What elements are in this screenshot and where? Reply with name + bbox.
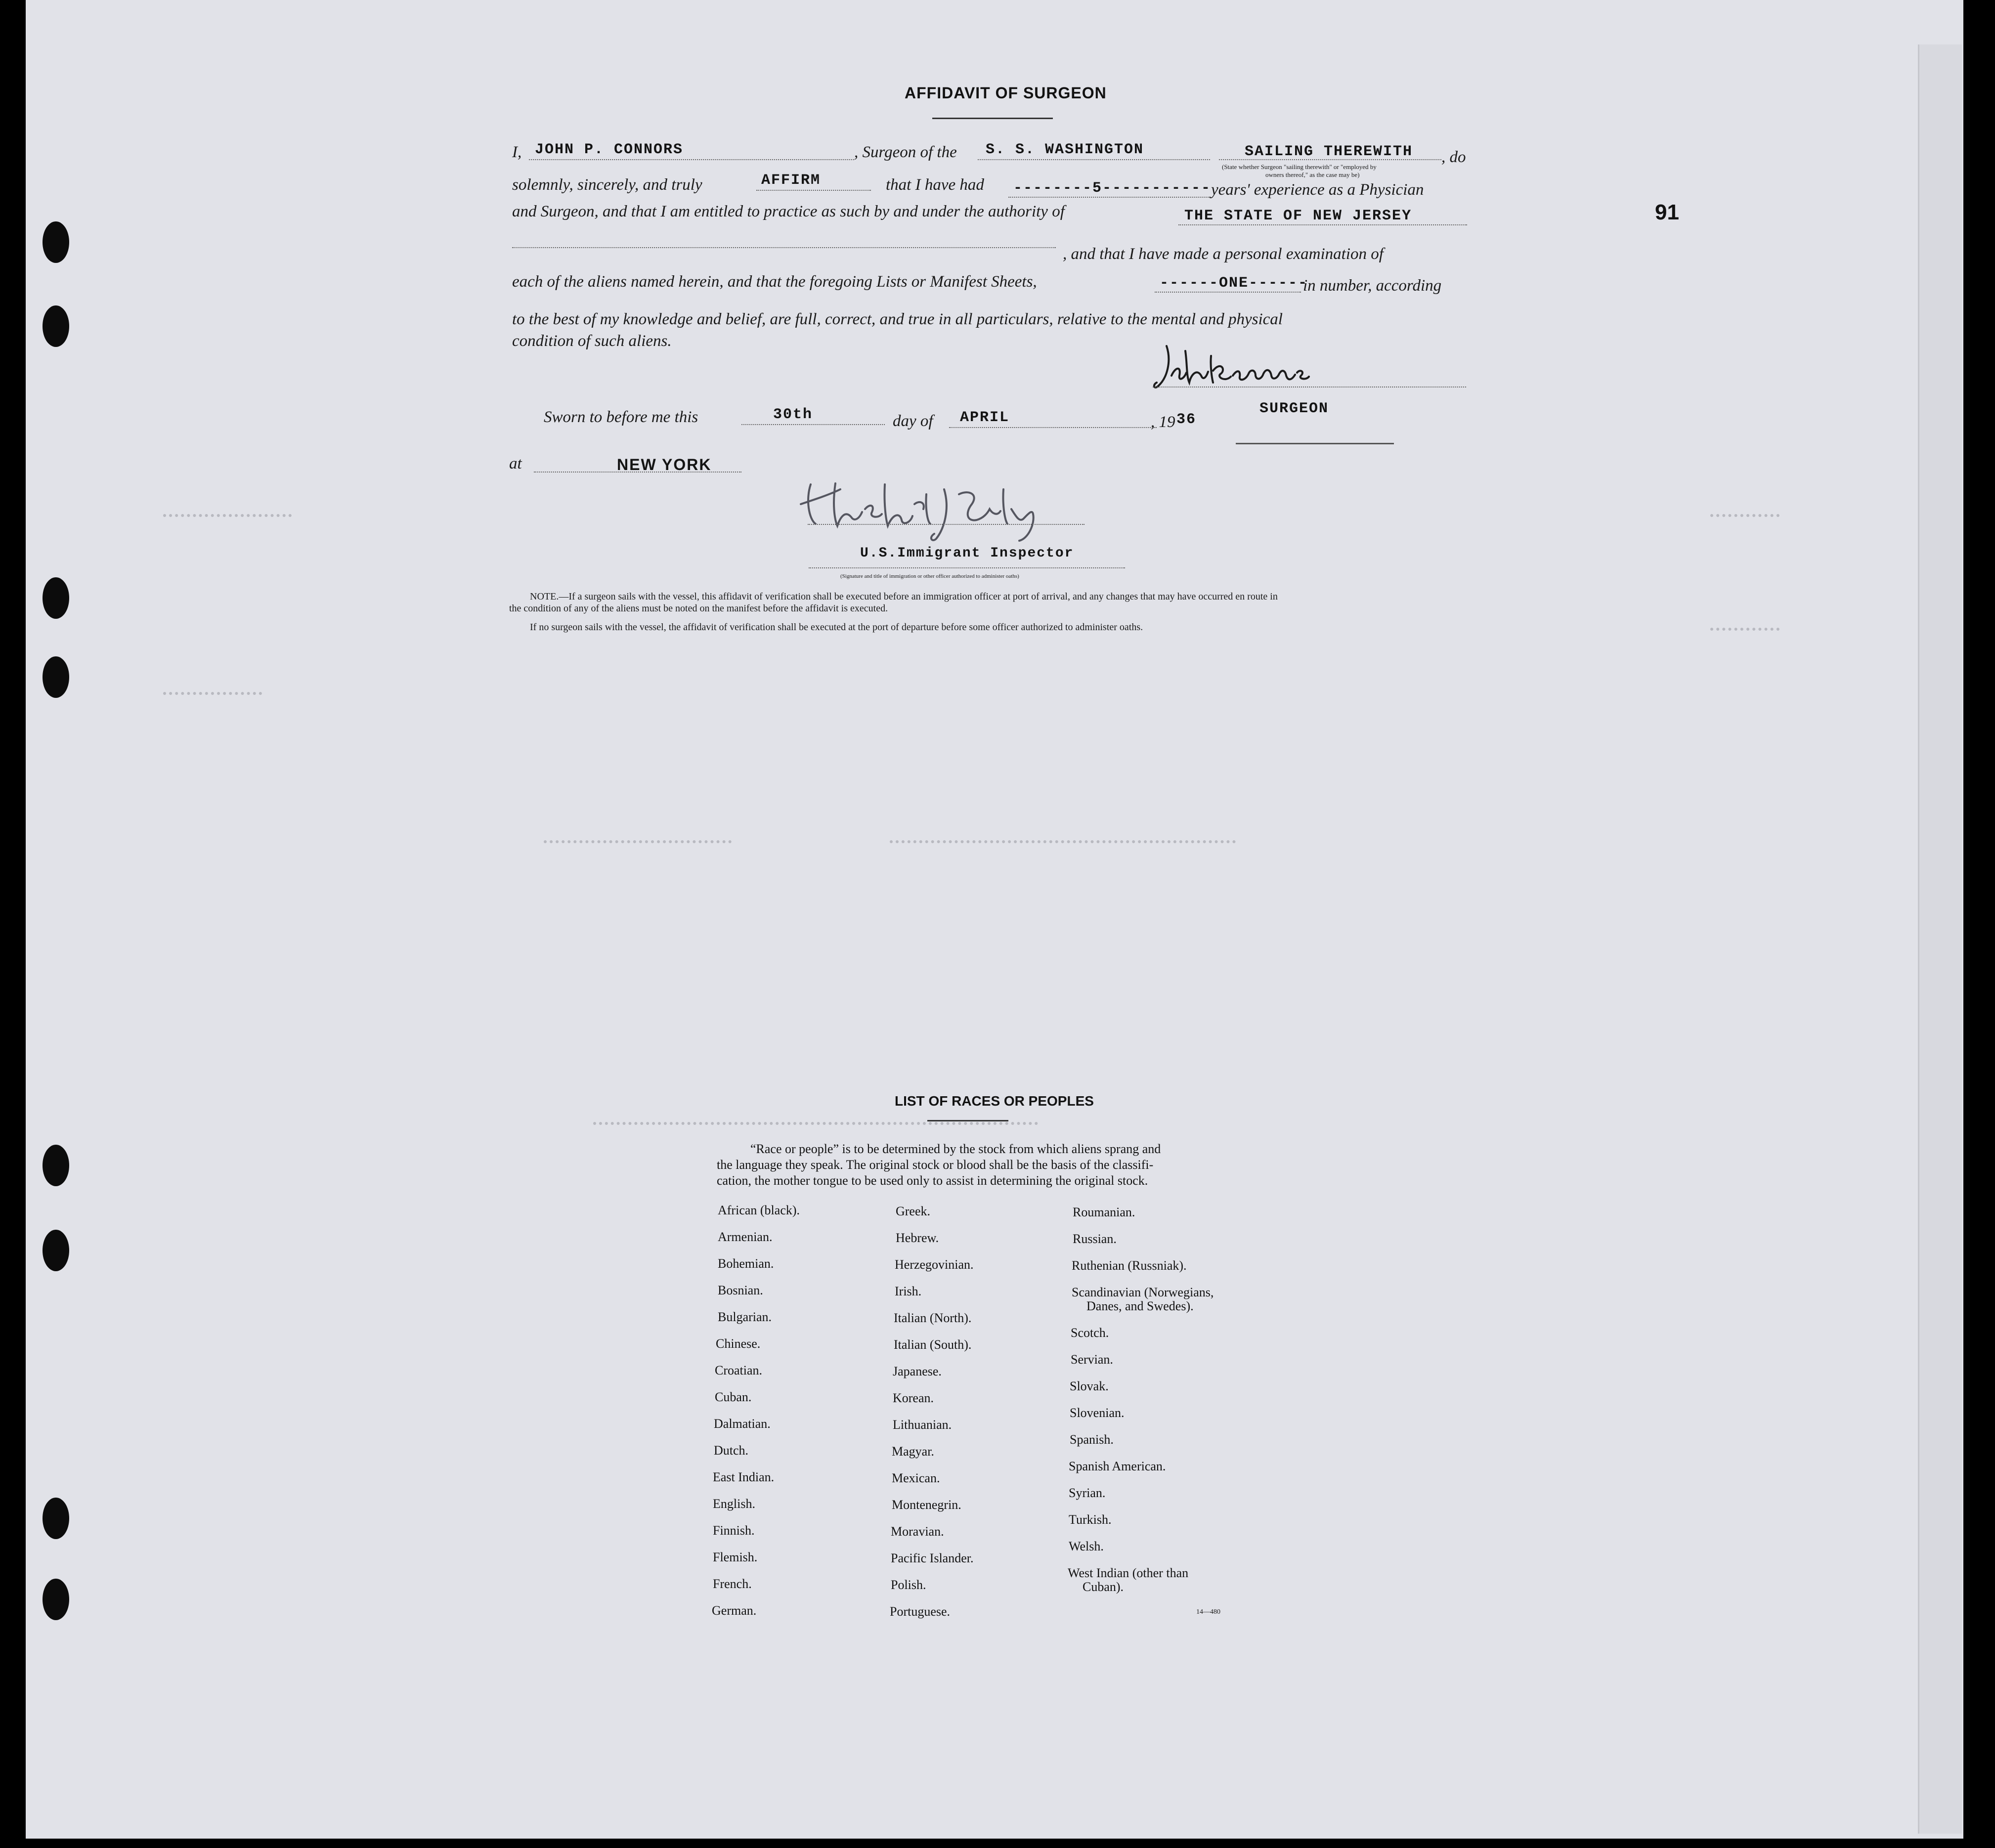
race-item: Finnish. [713,1523,755,1538]
sailing-fill-line [1219,159,1441,160]
race-item: Scotch. [1071,1326,1109,1340]
inspector-signature [796,474,1063,544]
heading-rule [932,118,1053,119]
race-item: Danes, and Swedes). [1086,1299,1194,1313]
race-item: Italian (South). [894,1337,972,1352]
authority-continued-line [512,247,1056,248]
inspector-title-line [809,567,1125,568]
race-item: Flemish. [713,1550,758,1564]
race-item: Hebrew. [896,1231,939,1245]
bleed-through-mark [890,840,1236,843]
races-intro-1: “Race or people” is to be determined by the stock from which aliens sprang and [750,1142,1161,1156]
bleed-through-mark [163,692,262,695]
sailing-status: SAILING THEREWITH [1245,143,1413,160]
race-item: English. [713,1497,755,1511]
sailing-note-1: (State whether Surgeon "sailing therewith" or "employed by [1222,163,1377,171]
race-item: West Indian (other than [1068,1566,1189,1580]
race-item: Moravian. [891,1524,944,1539]
race-item: Spanish. [1070,1432,1114,1447]
affirm-value: AFFIRM [761,172,821,189]
binder-hole [43,305,69,347]
sworn-day: 30th [773,406,813,423]
text-that-had: that I have had [886,176,984,194]
text-and-surgeon: and Surgeon, and that I am entitled to practice as such by and under the authority of [512,203,1065,220]
bleed-through-mark [544,840,732,843]
races-intro-2: the language they speak. The original stock or blood shall be the basis of the classifi- [717,1158,1154,1172]
race-item: Ruthenian (Russniak). [1072,1258,1187,1273]
race-item: German. [712,1603,757,1618]
binder-hole [43,656,69,698]
race-item: Polish. [891,1578,926,1592]
race-item: Russian. [1073,1232,1117,1246]
note-line-2: the condition of any of the aliens must be noted on the manifest before the affidavit is executed. [509,603,888,614]
race-item: Cuban. [715,1390,752,1404]
race-item: Japanese. [893,1364,942,1378]
text-best: to the best of my knowledge and belief, are full, correct, and true in all particulars, relative to the mental and physical [512,310,1283,328]
years-fill-line [1008,197,1210,198]
day-fill-line [741,424,885,425]
text-surgeon-of: , Surgeon of the [854,143,957,161]
race-item: Welsh. [1069,1539,1104,1553]
race-item: Cuban). [1083,1580,1124,1594]
surgeon-label: SURGEON [1259,400,1329,417]
text-sworn: Sworn to before me this [544,408,698,426]
race-item: Portuguese. [890,1604,951,1619]
race-item: Slovenian. [1070,1406,1125,1420]
race-item: Syrian. [1069,1486,1106,1500]
text-do: , do [1441,148,1466,166]
race-item: East Indian. [713,1470,775,1484]
note-line-1: NOTE.—If a surgeon sails with the vessel, this affidavit of verification shall be executed before an immigration officer at port of arrival, and any changes that may have occurred en route in [530,591,1278,602]
place-value: NEW YORK [617,456,712,473]
note-line-3: If no surgeon sails with the vessel, the affidavit of verification shall be executed at the port of departure before some officer authorized to administer oaths. [530,622,1143,633]
affidavit-heading: AFFIDAVIT OF SURGEON [905,84,1107,102]
text-in-number: in number, according [1303,277,1442,295]
race-item: Slovak. [1070,1379,1109,1393]
surgeon-label-rule [1236,443,1394,444]
sheets-value: ------ONE------ [1160,275,1308,292]
text-day-of: day of [893,412,933,430]
text-at: at [509,455,522,473]
race-item: Bohemian. [718,1256,774,1271]
race-item: Bosnian. [718,1283,763,1297]
race-item: Bulgarian. [718,1310,772,1324]
race-item: Roumanian. [1073,1205,1135,1219]
name-fill-line [529,159,854,160]
binder-hole [43,221,69,263]
race-item: Greek. [896,1204,931,1218]
page-edge [1918,44,1962,1834]
binder-hole [43,577,69,619]
sailing-note-2: owners thereof," as the case may be) [1265,171,1360,178]
ship-name: S. S. WASHINGTON [986,141,1144,158]
race-item: Mexican. [892,1471,940,1485]
race-item: Irish. [895,1284,922,1298]
inspector-caption: (Signature and title of immigration or other officer authorized to administer oaths) [840,573,1019,579]
years-value: --------5----------- [1013,180,1212,197]
inspector-signature-line [808,524,1084,525]
bleed-through-mark [593,1122,1038,1125]
race-item: African (black). [718,1203,800,1217]
sworn-year: 36 [1176,411,1197,428]
sworn-month: APRIL [960,409,1010,426]
text-solemnly: solemnly, sincerely, and truly [512,176,702,194]
race-item: Korean. [893,1391,934,1405]
month-fill-line [949,427,1157,428]
race-item: Scandinavian (Norwegians, [1072,1285,1214,1299]
race-item: Chinese. [716,1336,761,1351]
ship-fill-line [978,159,1210,160]
races-heading: LIST OF RACES OR PEOPLES [895,1093,1094,1109]
race-item: Montenegrin. [892,1498,961,1512]
race-item: French. [713,1577,752,1591]
race-item: Dutch. [714,1443,749,1458]
page-number: 91 [1655,200,1679,224]
race-item: Lithuanian. [893,1418,952,1432]
text-year-prefix: , 19 [1151,413,1175,431]
race-item: Servian. [1071,1352,1113,1367]
binder-hole [43,1498,69,1539]
text-years-exp: years' experience as a Physician [1211,181,1424,199]
sheets-fill-line [1155,292,1301,293]
race-item: Armenian. [718,1230,773,1244]
authority-fill-line [1178,224,1467,225]
races-heading-rule [927,1120,1008,1121]
inspector-title: U.S.Immigrant Inspector [860,546,1074,561]
bleed-through-mark [163,514,292,517]
text-i: I, [512,143,522,161]
race-item: Croatian. [715,1363,763,1377]
races-intro-3: cation, the mother tongue to be used only to assist in determining the original stock. [717,1173,1148,1188]
place-fill-line [534,472,741,473]
race-item: Magyar. [892,1444,934,1459]
race-item: Herzegovinian. [895,1257,974,1272]
race-item: Italian (North). [894,1311,972,1325]
text-personal: , and that I have made a personal examination of [1063,245,1384,263]
binder-hole [43,1579,69,1620]
bleed-through-mark [1710,514,1779,517]
affirm-fill-line [756,190,871,191]
authority-value: THE STATE OF NEW JERSEY [1184,208,1412,224]
text-each: each of the aliens named herein, and that the foregoing Lists or Manifest Sheets, [512,273,1037,291]
text-condition: condition of such aliens. [512,332,672,350]
form-code: 14—480 [1196,1608,1220,1616]
race-item: Dalmatian. [714,1417,771,1431]
race-item: Turkish. [1069,1512,1112,1527]
race-item: Pacific Islander. [891,1551,974,1565]
binder-hole [43,1230,69,1271]
race-item: Spanish American. [1069,1459,1166,1473]
binder-hole [43,1145,69,1186]
bleed-through-mark [1710,628,1779,631]
surgeon-name: JOHN P. CONNORS [535,141,684,158]
